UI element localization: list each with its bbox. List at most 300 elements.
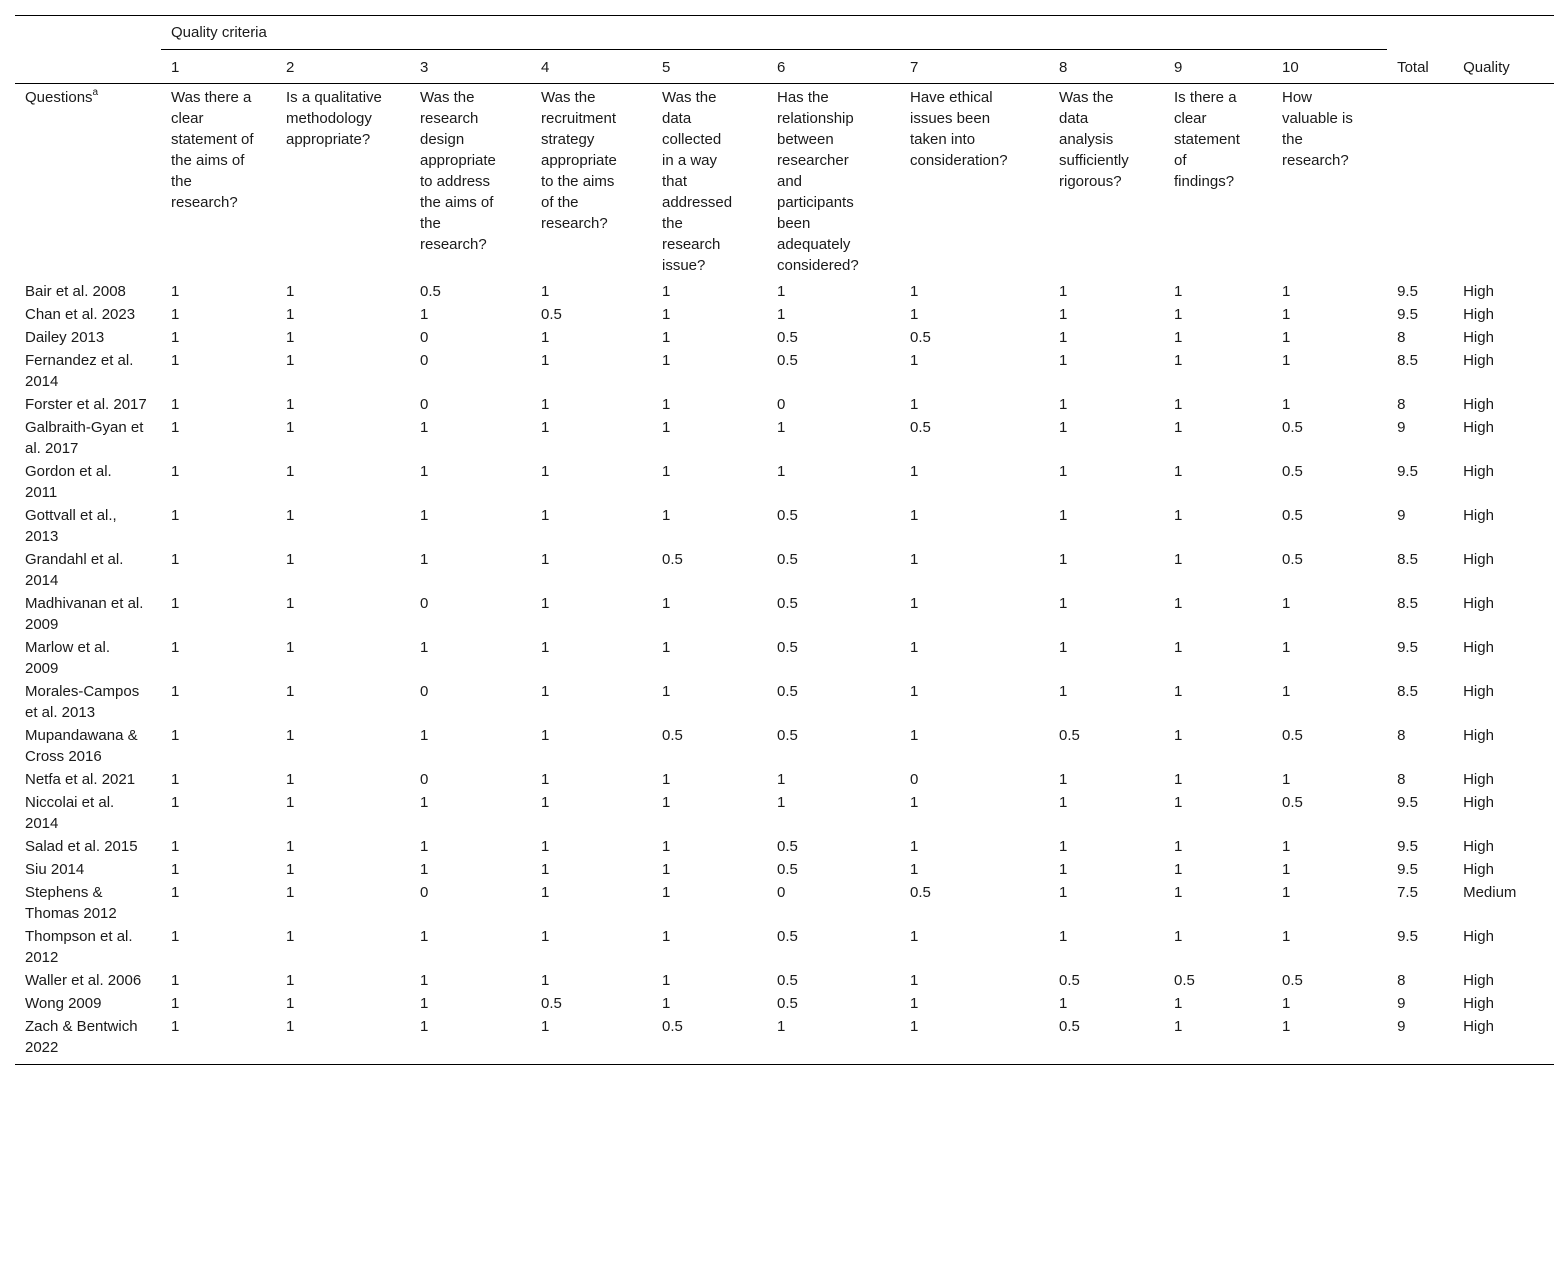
score-cell: 0.5 bbox=[1282, 794, 1303, 811]
score-cell: 1 bbox=[767, 1014, 900, 1065]
quality-rating-cell: High bbox=[1463, 928, 1494, 945]
study-name-cell: Stephens & Thomas 2012 bbox=[25, 884, 117, 922]
score-cell: 0.5 bbox=[777, 861, 798, 878]
score-cell: 1 bbox=[286, 972, 295, 989]
quality-rating-cell: Medium bbox=[1463, 884, 1517, 901]
score-cell: 1 bbox=[662, 838, 671, 855]
total-cell: 8 bbox=[1397, 972, 1406, 989]
question-text: Was the research design appropriate to address the aims of the research? bbox=[420, 89, 496, 253]
score-cell: 1 bbox=[541, 639, 550, 656]
table-row bbox=[15, 459, 1554, 503]
study-name-cell: Waller et al. 2006 bbox=[25, 972, 142, 989]
score-cell: 1 bbox=[1174, 639, 1183, 656]
questions-label: Questions bbox=[25, 89, 93, 106]
score-cell: 1 bbox=[276, 1014, 410, 1065]
score-cell: 1 bbox=[541, 396, 550, 413]
total-cell: 9 bbox=[1387, 1014, 1453, 1065]
score-cell: 1 bbox=[662, 352, 671, 369]
empty-cell bbox=[1453, 84, 1554, 280]
score-cell: 1 bbox=[171, 419, 180, 436]
quality-rating-cell: High bbox=[1463, 683, 1494, 700]
score-cell: 1 bbox=[910, 463, 919, 480]
score-cell: 1 bbox=[410, 1014, 531, 1065]
quality-criteria-header: Quality criteria bbox=[161, 16, 1387, 50]
score-cell: 1 bbox=[420, 639, 429, 656]
score-cell: 1 bbox=[1059, 683, 1068, 700]
questions-label-cell bbox=[15, 84, 161, 280]
score-cell: 0.5 bbox=[662, 551, 683, 568]
score-cell: 1 bbox=[171, 928, 180, 945]
total-cell: 8.5 bbox=[1397, 551, 1418, 568]
score-cell: 0.5 bbox=[1282, 551, 1303, 568]
score-cell: 1 bbox=[171, 507, 180, 524]
score-cell: 1 bbox=[1174, 838, 1183, 855]
score-cell: 1 bbox=[777, 306, 786, 323]
header-empty-cell bbox=[15, 50, 161, 84]
score-cell: 1 bbox=[1272, 1014, 1387, 1065]
quality-rating-cell: High bbox=[1463, 329, 1494, 346]
score-cell: 1 bbox=[662, 283, 671, 300]
total-cell: 9.5 bbox=[1397, 794, 1418, 811]
score-cell: 1 bbox=[171, 771, 180, 788]
score-cell: 0.5 bbox=[1282, 419, 1303, 436]
score-cell: 1 bbox=[1282, 329, 1291, 346]
score-cell: 0 bbox=[420, 771, 429, 788]
score-cell: 1 bbox=[286, 838, 295, 855]
table-row bbox=[15, 834, 1554, 857]
table-row bbox=[15, 302, 1554, 325]
table-body bbox=[15, 279, 1554, 1065]
score-cell: 1 bbox=[171, 463, 180, 480]
score-cell: 1 bbox=[662, 683, 671, 700]
quality-rating-cell: High bbox=[1463, 352, 1494, 369]
score-cell: 1 bbox=[662, 884, 671, 901]
score-cell: 1 bbox=[171, 794, 180, 811]
score-cell: 1 bbox=[1059, 838, 1068, 855]
total-header: Total bbox=[1387, 50, 1453, 84]
score-cell: 0.5 bbox=[777, 838, 798, 855]
score-cell: 1 bbox=[1174, 771, 1183, 788]
score-cell: 1 bbox=[171, 727, 180, 744]
score-cell: 1 bbox=[777, 419, 786, 436]
study-name-cell: Thompson et al. 2012 bbox=[25, 928, 133, 966]
score-cell: 0 bbox=[777, 396, 786, 413]
criterion-number: 1 bbox=[161, 50, 276, 84]
study-name-cell: Madhivanan et al. 2009 bbox=[25, 595, 144, 633]
score-cell: 1 bbox=[910, 972, 919, 989]
score-cell: 1 bbox=[1059, 551, 1068, 568]
score-cell: 1 bbox=[910, 639, 919, 656]
table-row bbox=[15, 790, 1554, 834]
score-cell: 1 bbox=[1059, 507, 1068, 524]
score-cell: 1 bbox=[662, 861, 671, 878]
table-row bbox=[15, 279, 1554, 302]
score-cell: 1 bbox=[171, 861, 180, 878]
score-cell: 1 bbox=[286, 928, 295, 945]
score-cell: 1 bbox=[541, 463, 550, 480]
score-cell: 1 bbox=[662, 419, 671, 436]
score-cell: 1 bbox=[1174, 595, 1183, 612]
total-cell: 8 bbox=[1397, 396, 1406, 413]
score-cell: 1 bbox=[420, 507, 429, 524]
score-cell: 1 bbox=[1282, 595, 1291, 612]
study-name-cell: Galbraith-Gyan et al. 2017 bbox=[25, 419, 144, 457]
score-cell: 0 bbox=[420, 329, 429, 346]
quality-rating-cell: High bbox=[1463, 507, 1494, 524]
score-cell: 1 bbox=[662, 329, 671, 346]
score-cell: 1 bbox=[171, 995, 180, 1012]
footnote-marker: a bbox=[92, 87, 99, 98]
study-name-cell: Niccolai et al. 2014 bbox=[25, 794, 115, 832]
score-cell: 1 bbox=[1282, 838, 1291, 855]
study-name-cell: Bair et al. 2008 bbox=[25, 283, 126, 300]
score-cell: 1 bbox=[286, 463, 295, 480]
score-cell: 1 bbox=[1174, 419, 1183, 436]
score-cell: 1 bbox=[662, 507, 671, 524]
score-cell: 1 bbox=[286, 283, 295, 300]
questions-row bbox=[15, 84, 1554, 280]
score-cell: 1 bbox=[286, 396, 295, 413]
quality-rating-cell: High bbox=[1463, 794, 1494, 811]
criterion-number: 3 bbox=[410, 50, 531, 84]
score-cell: 1 bbox=[541, 884, 550, 901]
score-cell: 1 bbox=[541, 419, 550, 436]
score-cell: 1 bbox=[910, 306, 919, 323]
quality-rating-cell: High bbox=[1463, 463, 1494, 480]
score-cell: 1 bbox=[1282, 928, 1291, 945]
quality-rating-cell: High bbox=[1463, 283, 1494, 300]
score-cell: 0.5 bbox=[1059, 972, 1080, 989]
question-text: Was the data collected in a way that addressed the research issue? bbox=[662, 89, 733, 274]
question-text: How valuable is the research? bbox=[1282, 89, 1353, 169]
table-row bbox=[15, 635, 1554, 679]
quality-rating-cell: High bbox=[1463, 551, 1494, 568]
score-cell: 1 bbox=[171, 396, 180, 413]
score-cell: 0 bbox=[910, 771, 919, 788]
score-cell: 1 bbox=[286, 595, 295, 612]
total-cell: 8.5 bbox=[1397, 683, 1418, 700]
score-cell: 0 bbox=[420, 683, 429, 700]
score-cell: 1 bbox=[420, 727, 429, 744]
score-cell: 1 bbox=[286, 551, 295, 568]
table-row bbox=[15, 723, 1554, 767]
score-cell: 1 bbox=[777, 771, 786, 788]
score-cell: 0.5 bbox=[777, 995, 798, 1012]
score-cell: 1 bbox=[910, 727, 919, 744]
criterion-number: 8 bbox=[1049, 50, 1164, 84]
table-row bbox=[15, 767, 1554, 790]
study-name-cell: Siu 2014 bbox=[25, 861, 85, 878]
total-cell: 9.5 bbox=[1397, 838, 1418, 855]
score-cell: 1 bbox=[286, 683, 295, 700]
table-row bbox=[15, 325, 1554, 348]
score-cell: 1 bbox=[286, 507, 295, 524]
study-name-cell: Gottvall et al., 2013 bbox=[25, 507, 117, 545]
score-cell: 1 bbox=[541, 352, 550, 369]
score-cell: 1 bbox=[420, 463, 429, 480]
score-cell: 1 bbox=[910, 683, 919, 700]
score-cell: 0.5 bbox=[777, 329, 798, 346]
score-cell: 0 bbox=[420, 884, 429, 901]
score-cell: 1 bbox=[171, 306, 180, 323]
question-text: Have ethical issues been taken into consideration? bbox=[910, 89, 1008, 169]
table-row bbox=[15, 679, 1554, 723]
study-name-cell: Grandahl et al. 2014 bbox=[25, 551, 124, 589]
criterion-number: 5 bbox=[652, 50, 767, 84]
score-cell: 1 bbox=[1059, 352, 1068, 369]
criterion-number: 7 bbox=[900, 50, 1049, 84]
quality-rating-cell: High bbox=[1463, 861, 1494, 878]
score-cell: 1 bbox=[1282, 884, 1291, 901]
score-cell: 1 bbox=[662, 972, 671, 989]
score-cell: 0.5 bbox=[1282, 972, 1303, 989]
score-cell: 1 bbox=[1059, 329, 1068, 346]
study-name-cell: Fernandez et al. 2014 bbox=[25, 352, 134, 390]
score-cell: 1 bbox=[171, 329, 180, 346]
score-cell: 0 bbox=[420, 396, 429, 413]
score-cell: 1 bbox=[420, 861, 429, 878]
score-cell: 1 bbox=[1174, 928, 1183, 945]
score-cell: 1 bbox=[420, 838, 429, 855]
total-cell: 8.5 bbox=[1397, 595, 1418, 612]
score-cell: 0.5 bbox=[1049, 1014, 1164, 1065]
score-cell: 0.5 bbox=[652, 1014, 767, 1065]
question-text: Was the data analysis sufficiently rigorous? bbox=[1059, 89, 1129, 190]
score-cell: 1 bbox=[1059, 595, 1068, 612]
score-cell: 1 bbox=[910, 595, 919, 612]
question-text: Has the relationship between researcher and participants been adequately considered? bbox=[777, 89, 859, 274]
score-cell: 1 bbox=[1174, 329, 1183, 346]
score-cell: 1 bbox=[286, 771, 295, 788]
score-cell: 1 bbox=[171, 283, 180, 300]
study-name-cell: Marlow et al. 2009 bbox=[25, 639, 111, 677]
score-cell: 1 bbox=[420, 551, 429, 568]
score-cell: 1 bbox=[1174, 507, 1183, 524]
table-header bbox=[15, 16, 1554, 280]
score-cell: 1 bbox=[910, 283, 919, 300]
score-cell: 1 bbox=[910, 551, 919, 568]
score-cell: 1 bbox=[171, 683, 180, 700]
score-cell: 1 bbox=[541, 794, 550, 811]
score-cell: 1 bbox=[1059, 794, 1068, 811]
table-row bbox=[15, 924, 1554, 968]
score-cell: 0.5 bbox=[777, 551, 798, 568]
score-cell: 0.5 bbox=[777, 928, 798, 945]
score-cell: 1 bbox=[420, 306, 429, 323]
score-cell: 1 bbox=[662, 995, 671, 1012]
score-cell: 1 bbox=[171, 838, 180, 855]
score-cell: 1 bbox=[1174, 794, 1183, 811]
score-cell: 1 bbox=[1174, 861, 1183, 878]
score-cell: 1 bbox=[1059, 861, 1068, 878]
score-cell: 0.5 bbox=[777, 972, 798, 989]
score-cell: 1 bbox=[171, 352, 180, 369]
quality-rating-cell: High bbox=[1463, 595, 1494, 612]
total-cell: 9.5 bbox=[1397, 928, 1418, 945]
table-row bbox=[15, 968, 1554, 991]
total-cell: 9.5 bbox=[1397, 306, 1418, 323]
score-cell: 1 bbox=[662, 306, 671, 323]
score-cell: 1 bbox=[1174, 283, 1183, 300]
score-cell: 1 bbox=[171, 884, 180, 901]
quality-rating-cell: High bbox=[1463, 419, 1494, 436]
total-cell: 9.5 bbox=[1397, 639, 1418, 656]
score-cell: 1 bbox=[286, 727, 295, 744]
score-cell: 1 bbox=[777, 794, 786, 811]
criterion-number: 9 bbox=[1164, 50, 1272, 84]
score-cell: 1 bbox=[541, 507, 550, 524]
score-cell: 0.5 bbox=[1282, 463, 1303, 480]
score-cell: 1 bbox=[1282, 639, 1291, 656]
score-cell: 1 bbox=[1059, 884, 1068, 901]
study-name-cell: Salad et al. 2015 bbox=[25, 838, 138, 855]
score-cell: 1 bbox=[286, 306, 295, 323]
header-empty-cell bbox=[15, 16, 161, 50]
score-cell: 1 bbox=[420, 995, 429, 1012]
study-name-cell: Chan et al. 2023 bbox=[25, 306, 136, 323]
criterion-number: 6 bbox=[767, 50, 900, 84]
score-cell: 1 bbox=[910, 507, 919, 524]
score-cell: 1 bbox=[1174, 396, 1183, 413]
score-cell: 1 bbox=[777, 283, 786, 300]
score-cell: 1 bbox=[1174, 306, 1183, 323]
study-name-cell: Forster et al. 2017 bbox=[25, 396, 147, 413]
score-cell: 0.5 bbox=[910, 329, 931, 346]
question-text: Was there a clear statement of the aims of the research? bbox=[171, 89, 254, 211]
score-cell: 1 bbox=[1059, 928, 1068, 945]
total-cell: 8 bbox=[1397, 727, 1406, 744]
total-cell: 9 bbox=[1397, 507, 1406, 524]
total-cell: 7.5 bbox=[1397, 884, 1418, 901]
table-row bbox=[15, 348, 1554, 392]
score-cell: 1 bbox=[662, 928, 671, 945]
score-cell: 1 bbox=[910, 928, 919, 945]
score-cell: 1 bbox=[420, 928, 429, 945]
score-cell: 1 bbox=[1282, 306, 1291, 323]
quality-rating-cell: High bbox=[1463, 995, 1494, 1012]
score-cell: 0.5 bbox=[1282, 727, 1303, 744]
score-cell: 1 bbox=[541, 861, 550, 878]
score-cell: 0.5 bbox=[777, 507, 798, 524]
score-cell: 1 bbox=[1174, 995, 1183, 1012]
score-cell: 1 bbox=[286, 329, 295, 346]
total-cell: 8.5 bbox=[1397, 352, 1418, 369]
score-cell: 0.5 bbox=[541, 995, 562, 1012]
score-cell: 1 bbox=[541, 595, 550, 612]
question-text: Is a qualitative methodology appropriate? bbox=[286, 89, 382, 148]
score-cell: 1 bbox=[1059, 419, 1068, 436]
question-text: Was the recruitment strategy appropriate to the aims of the research? bbox=[541, 89, 617, 232]
score-cell: 1 bbox=[1174, 551, 1183, 568]
score-cell: 1 bbox=[910, 794, 919, 811]
score-cell: 1 bbox=[286, 419, 295, 436]
quality-rating-cell: High bbox=[1463, 972, 1494, 989]
score-cell: 1 bbox=[1174, 683, 1183, 700]
quality-rating-cell: High bbox=[1463, 838, 1494, 855]
score-cell: 1 bbox=[541, 727, 550, 744]
study-name-cell: Zach & Bentwich 2022 bbox=[15, 1014, 161, 1065]
score-cell: 1 bbox=[286, 352, 295, 369]
score-cell: 1 bbox=[662, 463, 671, 480]
score-cell: 1 bbox=[541, 283, 550, 300]
score-cell: 1 bbox=[1282, 396, 1291, 413]
score-cell: 1 bbox=[1282, 861, 1291, 878]
score-cell: 1 bbox=[531, 1014, 652, 1065]
score-cell: 0.5 bbox=[420, 283, 441, 300]
score-cell: 0.5 bbox=[777, 595, 798, 612]
score-cell: 1 bbox=[900, 1014, 1049, 1065]
table-row bbox=[15, 503, 1554, 547]
criterion-number: 2 bbox=[276, 50, 410, 84]
criterion-number: 4 bbox=[531, 50, 652, 84]
score-cell: 0 bbox=[420, 595, 429, 612]
study-name-cell: Wong 2009 bbox=[25, 995, 102, 1012]
score-cell: 0.5 bbox=[777, 352, 798, 369]
table-row bbox=[15, 1014, 1554, 1065]
study-name-cell: Mupandawana & Cross 2016 bbox=[25, 727, 138, 765]
score-cell: 1 bbox=[171, 972, 180, 989]
total-cell: 9 bbox=[1397, 419, 1406, 436]
score-cell: 0.5 bbox=[662, 727, 683, 744]
table-row bbox=[15, 991, 1554, 1014]
total-cell: 9.5 bbox=[1397, 463, 1418, 480]
score-cell: 1 bbox=[286, 884, 295, 901]
table-row bbox=[15, 880, 1554, 924]
score-cell: 1 bbox=[1282, 995, 1291, 1012]
total-cell: 9.5 bbox=[1397, 861, 1418, 878]
total-cell: 9.5 bbox=[1397, 283, 1418, 300]
score-cell: 1 bbox=[1282, 283, 1291, 300]
quality-assessment-table bbox=[15, 15, 1554, 1065]
study-name-cell: Gordon et al. 2011 bbox=[25, 463, 112, 501]
score-cell: 1 bbox=[286, 861, 295, 878]
score-cell: 1 bbox=[420, 419, 429, 436]
score-cell: 1 bbox=[541, 838, 550, 855]
score-cell: 1 bbox=[1164, 1014, 1272, 1065]
quality-header: Quality bbox=[1453, 50, 1554, 84]
score-cell: 1 bbox=[541, 928, 550, 945]
score-cell: 1 bbox=[541, 551, 550, 568]
question-text: Is there a clear statement of findings? bbox=[1174, 89, 1240, 190]
table-row bbox=[15, 591, 1554, 635]
score-cell: 1 bbox=[1059, 283, 1068, 300]
score-cell: 1 bbox=[910, 396, 919, 413]
score-cell: 1 bbox=[662, 639, 671, 656]
score-cell: 1 bbox=[420, 972, 429, 989]
score-cell: 1 bbox=[1282, 683, 1291, 700]
score-cell: 1 bbox=[1059, 771, 1068, 788]
score-cell: 0.5 bbox=[1174, 972, 1195, 989]
score-cell: 1 bbox=[171, 551, 180, 568]
score-cell: 0.5 bbox=[541, 306, 562, 323]
score-cell: 1 bbox=[1059, 306, 1068, 323]
score-cell: 1 bbox=[1174, 727, 1183, 744]
score-cell: 1 bbox=[662, 396, 671, 413]
score-cell: 1 bbox=[910, 838, 919, 855]
total-cell: 9 bbox=[1397, 995, 1406, 1012]
score-cell: 1 bbox=[171, 639, 180, 656]
total-cell: 8 bbox=[1397, 329, 1406, 346]
score-cell: 1 bbox=[1174, 352, 1183, 369]
score-cell: 1 bbox=[541, 683, 550, 700]
score-cell: 1 bbox=[1059, 463, 1068, 480]
quality-rating-cell: High bbox=[1463, 396, 1494, 413]
score-cell: 1 bbox=[1174, 463, 1183, 480]
quality-rating-cell: High bbox=[1453, 1014, 1554, 1065]
quality-rating-cell: High bbox=[1463, 771, 1494, 788]
table-row bbox=[15, 547, 1554, 591]
score-cell: 1 bbox=[1282, 352, 1291, 369]
